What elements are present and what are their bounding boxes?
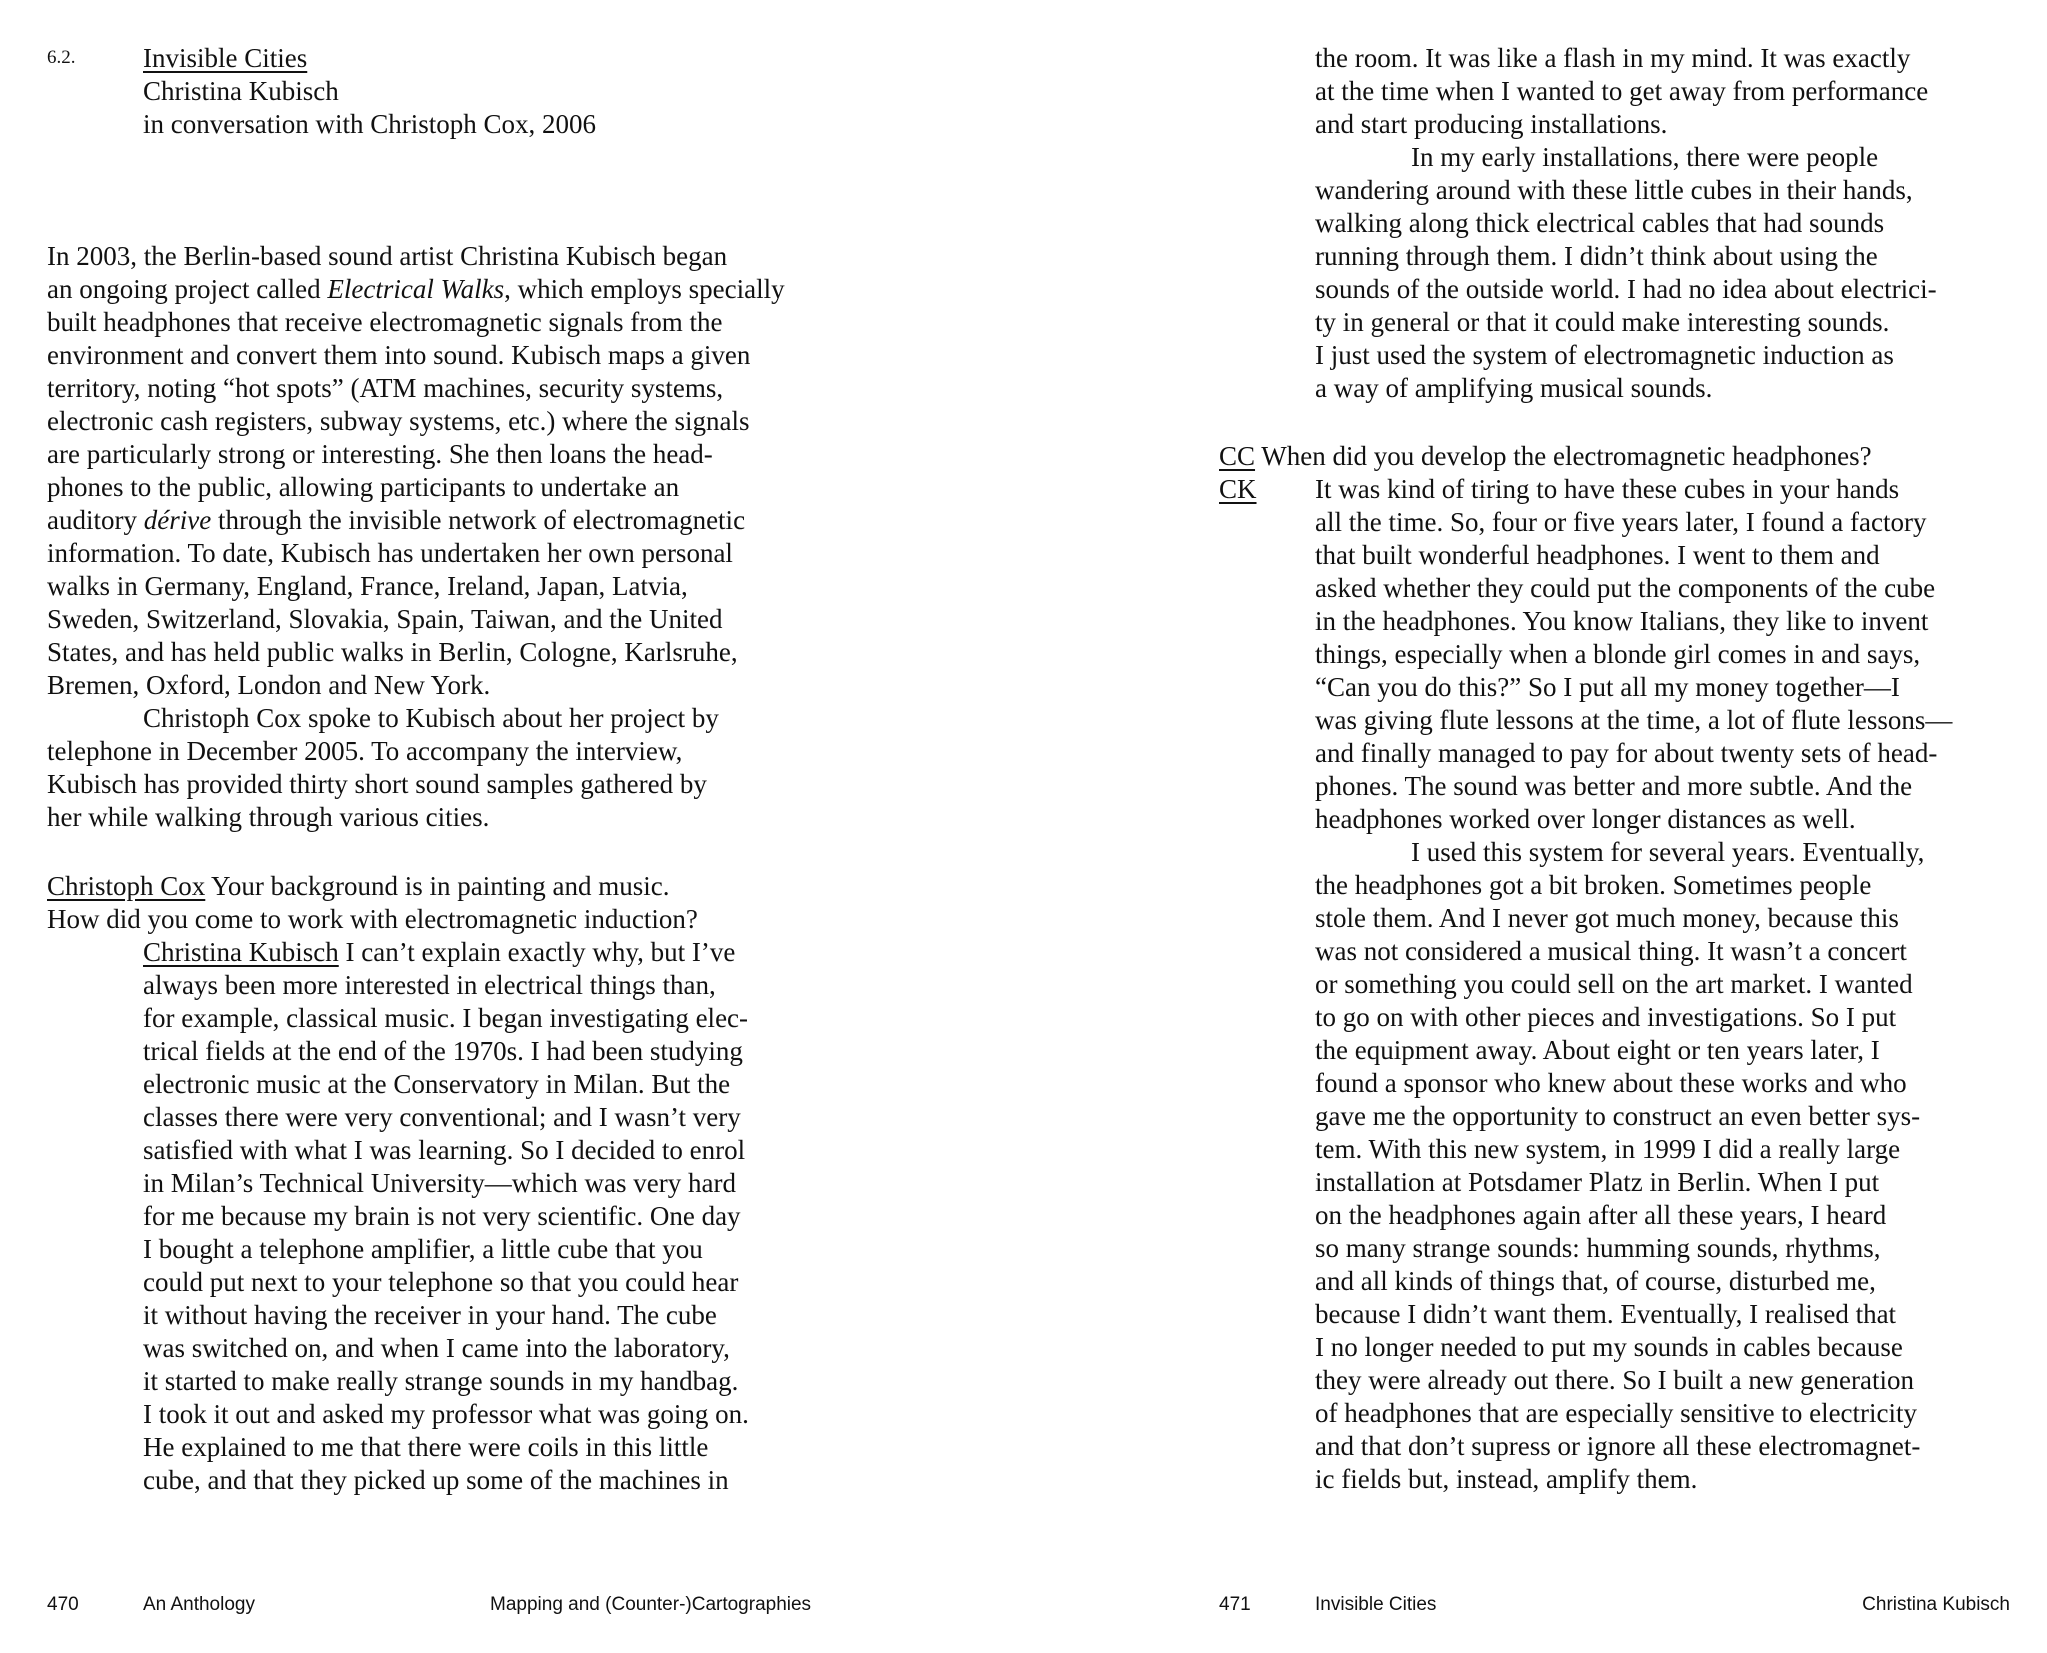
- text-line: of headphones that are especially sensitive to electricity: [1315, 1398, 1918, 1428]
- running-author: Christina Kubisch: [1862, 1594, 2010, 1615]
- italic-term: dérive: [143, 505, 212, 535]
- page-number-right: 471: [1219, 1594, 1251, 1615]
- text-line: phones to the public, allowing participants to undertake an: [47, 472, 680, 502]
- speaker-christina-kubisch: Christina Kubisch: [143, 937, 339, 967]
- question-2: [1219, 440, 1872, 473]
- text-line: I took it out and asked my professor what was going on.: [143, 1399, 749, 1429]
- text-line: In 2003, the Berlin-based sound artist Christina Kubisch began: [47, 241, 728, 271]
- text-line: asked whether they could put the components of the cube: [1315, 573, 1936, 603]
- text-segment: auditory: [47, 505, 144, 535]
- text-line: walks in Germany, England, France, Ireland, Japan, Latvia,: [47, 571, 688, 601]
- text-line: environment and convert them into sound. Kubisch maps a given: [47, 340, 751, 370]
- text-line: trical fields at the end of the 1970s. I had been studying: [143, 1036, 743, 1066]
- speaker-christoph-cox: Christoph Cox: [47, 871, 206, 901]
- text-line: wandering around with these little cubes in their hands,: [1315, 175, 1913, 205]
- text-line: and start producing installations.: [1315, 109, 1668, 139]
- text-segment: , which employs specially: [504, 274, 785, 304]
- text-line: electronic music at the Conservatory in Milan. But the: [143, 1069, 731, 1099]
- text-segment: through the invisible network of electromagnetic: [211, 505, 746, 535]
- text-line: was not considered a musical thing. It wasn’t a concert: [1315, 936, 1907, 966]
- text-line: satisfied with what I was learning. So I decided to enrol: [143, 1135, 746, 1165]
- text-line: tem. With this new system, in 1999 I did a really large: [1315, 1134, 1901, 1164]
- text-line: In my early installations, there were people: [1411, 142, 1879, 172]
- question-1-line-1: [47, 870, 670, 903]
- text-line: for me because my brain is not very scientific. One day: [143, 1201, 741, 1231]
- answer-2-speaker: [1219, 473, 1257, 506]
- text-line: Bremen, Oxford, London and New York.: [47, 670, 491, 700]
- text-line: gave me the opportunity to construct an even better sys-: [1315, 1101, 1921, 1131]
- text-line: or something you could sell on the art market. I wanted: [1315, 969, 1913, 999]
- text-line: all the time. So, four or five years later, I found a factory: [1315, 507, 1927, 537]
- text-line: phones. The sound was better and more subtle. And the: [1315, 771, 1913, 801]
- text-line: for example, classical music. I began investigating elec-: [143, 1003, 749, 1033]
- text-line: because I didn’t want them. Eventually, I realised that: [1315, 1299, 1897, 1329]
- right-page: [1024, 0, 2047, 1653]
- italic-term: Electrical Walks: [327, 274, 505, 304]
- text-line: installation at Potsdamer Platz in Berlin. When I put: [1315, 1167, 1880, 1197]
- text-line: they were already out there. So I built a new generation: [1315, 1365, 1915, 1395]
- text-line: walking along thick electrical cables that had sounds: [1315, 208, 1885, 238]
- text-line: running through them. I didn’t think about using the: [1315, 241, 1878, 271]
- text-line: [47, 273, 785, 306]
- text-line: a way of amplifying musical sounds.: [1315, 373, 1713, 403]
- section-number: 6.2.: [47, 47, 76, 68]
- text-line: I no longer needed to put my sounds in cables because: [1315, 1332, 1903, 1362]
- chapter-subtitle: in conversation with Christoph Cox, 2006: [143, 109, 596, 139]
- text-line: in Milan’s Technical University—which was very hard: [143, 1168, 736, 1198]
- text-line: “Can you do this?” So I put all my money together—I: [1315, 672, 1900, 702]
- speaker-ck: CK: [1219, 474, 1257, 504]
- answer-1-first-line: [143, 936, 735, 969]
- text-line: it started to make really strange sounds in my handbag.: [143, 1366, 739, 1396]
- text-line: always been more interested in electrical things than,: [143, 970, 716, 1000]
- text-line: that built wonderful headphones. I went to them and: [1315, 540, 1880, 570]
- page-number-left: 470: [47, 1594, 79, 1615]
- text-line: I bought a telephone amplifier, a little cube that you: [143, 1234, 703, 1264]
- text-segment: an ongoing project called: [47, 274, 328, 304]
- text-line: to go on with other pieces and investigations. So I put: [1315, 1002, 1897, 1032]
- speaker-cc: CC: [1219, 441, 1256, 471]
- chapter-title: [143, 42, 307, 75]
- text-line: in the headphones. You know Italians, they like to invent: [1315, 606, 1929, 636]
- text-line: I used this system for several years. Eventually,: [1411, 837, 1925, 867]
- text-line: the room. It was like a flash in my mind. It was exactly: [1315, 43, 1911, 73]
- text-line: things, especially when a blonde girl comes in and says,: [1315, 639, 1921, 669]
- text-line: so many strange sounds: humming sounds, rhythms,: [1315, 1233, 1881, 1263]
- text-line: classes there were very conventional; and I wasn’t very: [143, 1102, 741, 1132]
- question-2-text: When did you develop the electromagnetic headphones?: [1255, 441, 1872, 471]
- text-line: headphones worked over longer distances as well.: [1315, 804, 1856, 834]
- text-line: territory, noting “hot spots” (ATM machines, security systems,: [47, 373, 724, 403]
- text-line: on the headphones again after all these years, I heard: [1315, 1200, 1887, 1230]
- text-line: stole them. And I never got much money, because this: [1315, 903, 1899, 933]
- section-title: Mapping and (Counter-)Cartographies: [490, 1594, 812, 1615]
- book-title: An Anthology: [143, 1594, 255, 1615]
- running-title: Invisible Cities: [1315, 1594, 1437, 1615]
- answer-1-text: I can’t explain exactly why, but I’ve: [338, 937, 736, 967]
- question-1-line-2: How did you come to work with electromagnetic induction?: [47, 904, 698, 934]
- text-line: [47, 504, 745, 537]
- text-line: at the time when I wanted to get away from performance: [1315, 76, 1929, 106]
- text-line: electronic cash registers, subway systems, etc.) where the signals: [47, 406, 750, 436]
- text-line: information. To date, Kubisch has undertaken her own personal: [47, 538, 733, 568]
- text-line: ty in general or that it could make interesting sounds.: [1315, 307, 1890, 337]
- text-line: telephone in December 2005. To accompany the interview,: [47, 736, 683, 766]
- text-line: and all kinds of things that, of course, disturbed me,: [1315, 1266, 1876, 1296]
- text-line: built headphones that receive electromagnetic signals from the: [47, 307, 723, 337]
- text-line: He explained to me that there were coils in this little: [143, 1432, 709, 1462]
- text-line: States, and has held public walks in Berlin, Cologne, Karlsruhe,: [47, 637, 738, 667]
- text-line: It was kind of tiring to have these cubes in your hands: [1315, 474, 1900, 504]
- text-line: Kubisch has provided thirty short sound samples gathered by: [47, 769, 707, 799]
- text-line: sounds of the outside world. I had no idea about electrici-: [1315, 274, 1937, 304]
- text-line: her while walking through various cities.: [47, 802, 490, 832]
- chapter-title-text: Invisible Cities: [143, 43, 308, 73]
- chapter-author: Christina Kubisch: [143, 76, 339, 106]
- text-line: it without having the receiver in your hand. The cube: [143, 1300, 717, 1330]
- text-line: and that don’t supress or ignore all these electromagnet-: [1315, 1431, 1921, 1461]
- text-line: was giving flute lessons at the time, a lot of flute lessons—: [1315, 705, 1953, 735]
- text-line: was switched on, and when I came into the laboratory,: [143, 1333, 730, 1363]
- question-1-text: Your background is in painting and music.: [205, 871, 670, 901]
- text-line: and finally managed to pay for about twenty sets of head-: [1315, 738, 1938, 768]
- text-line: cube, and that they picked up some of the machines in: [143, 1465, 729, 1495]
- text-line: are particularly strong or interesting. She then loans the head-: [47, 439, 713, 469]
- text-line: the equipment away. About eight or ten years later, I: [1315, 1035, 1880, 1065]
- text-line: ic fields but, instead, amplify them.: [1315, 1464, 1698, 1494]
- text-line: the headphones got a bit broken. Sometimes people: [1315, 870, 1872, 900]
- text-line: found a sponsor who knew about these works and who: [1315, 1068, 1907, 1098]
- text-line: Christoph Cox spoke to Kubisch about her project by: [143, 703, 719, 733]
- text-line: could put next to your telephone so that you could hear: [143, 1267, 739, 1297]
- text-line: Sweden, Switzerland, Slovakia, Spain, Taiwan, and the United: [47, 604, 723, 634]
- text-line: I just used the system of electromagnetic induction as: [1315, 340, 1894, 370]
